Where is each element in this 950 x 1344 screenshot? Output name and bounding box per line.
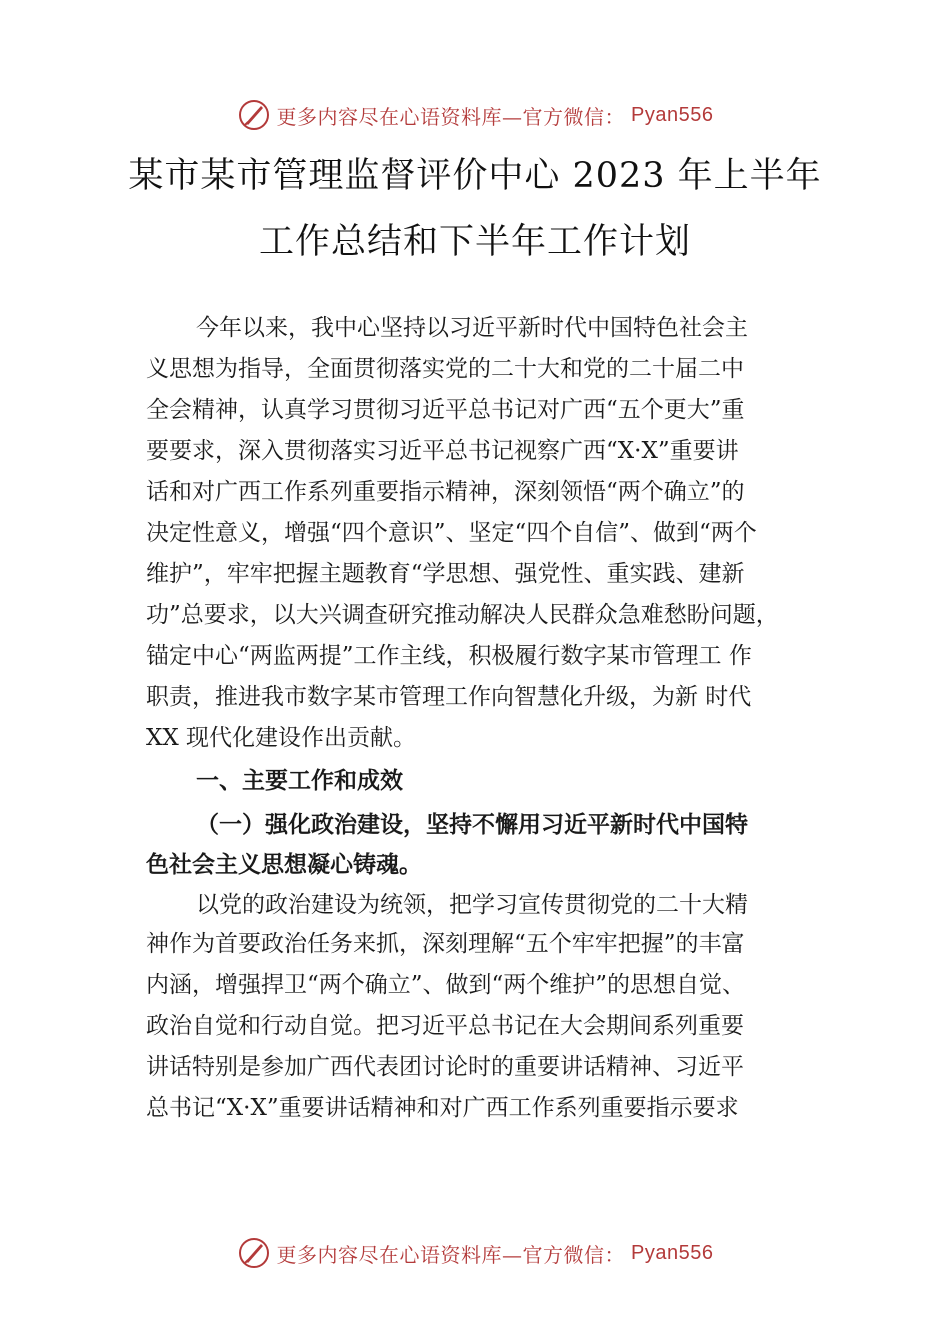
- paragraph-line: 以党的政治建设为统领，把学习宣传贯彻党的二十大精: [196, 892, 748, 918]
- paragraph-line: 职责，推进我市数字某市管理工作向智慧化升级，为新 时代: [146, 684, 752, 710]
- watermark-handle: Pyan556: [631, 103, 714, 126]
- paragraph-line: 神作为首要政治任务来抓，深刻理解“五个牢牢把握”的丰富: [146, 931, 745, 957]
- header-watermark: [0, 95, 950, 135]
- subsection-heading-line: （一）强化政治建设，坚持不懈用习近平新时代中国特: [196, 811, 748, 838]
- paragraph-line: 要要求，深入贯彻落实习近平总书记视察广西“X·X”重要讲: [146, 438, 739, 464]
- subsection-heading-line: 色社会主义思想凝心铸魂。: [146, 851, 422, 878]
- paragraph-line: 政治自觉和行动自觉。把习近平总书记在大会期间系列重要: [146, 1013, 744, 1039]
- paragraph-line: 锚定中心“两监两提”工作主线，积极履行数字某市管理工 作: [146, 643, 752, 669]
- watermark-text: 更多内容尽在心语资料库—官方微信：: [276, 104, 626, 129]
- quill-seal-icon: [237, 98, 271, 132]
- document-title-line-1: 某市某市管理监督评价中心 2023 年上半年: [128, 156, 822, 196]
- paragraph-line: 话和对广西工作系列重要指示精神，深刻领悟“两个确立”的: [146, 479, 745, 505]
- paragraph-line: 全会精神，认真学习贯彻习近平总书记对广西“五个更大”重: [146, 397, 745, 423]
- paragraph-line: 今年以来，我中心坚持以习近平新时代中国特色社会主: [196, 315, 748, 341]
- watermark-text: 更多内容尽在心语资料库—官方微信：: [276, 1242, 626, 1267]
- watermark-handle: Pyan556: [631, 1241, 714, 1264]
- paragraph-line: 内涵，增强捍卫“两个确立”、做到“两个维护”的思想自觉、: [146, 972, 746, 998]
- paragraph-line: 总书记“X·X”重要讲话精神和对广西工作系列重要指示要求: [146, 1095, 739, 1121]
- paragraph-line: 维护”，牢牢把握主题教育“学思想、强党性、重实践、建新: [146, 561, 745, 587]
- document-title-line-2: 工作总结和下半年工作计划: [258, 222, 691, 262]
- paragraph-line: 功”总要求，以大兴调查研究推动解决人民群众急难愁盼问题，: [146, 602, 779, 628]
- paragraph-line: 决定性意义，增强“四个意识”、坚定“四个自信”、做到“两个: [146, 520, 757, 546]
- section-heading: 一、主要工作和成效: [196, 768, 403, 794]
- paragraph-line: XX 现代化建设作出贡献。: [146, 725, 417, 751]
- quill-seal-icon: [237, 1236, 271, 1270]
- paragraph-line: 义思想为指导，全面贯彻落实党的二十大和党的二十届二中: [146, 356, 744, 382]
- paragraph-line: 讲话特别是参加广西代表团讨论时的重要讲话精神、习近平: [146, 1054, 744, 1080]
- footer-watermark: [0, 1233, 950, 1273]
